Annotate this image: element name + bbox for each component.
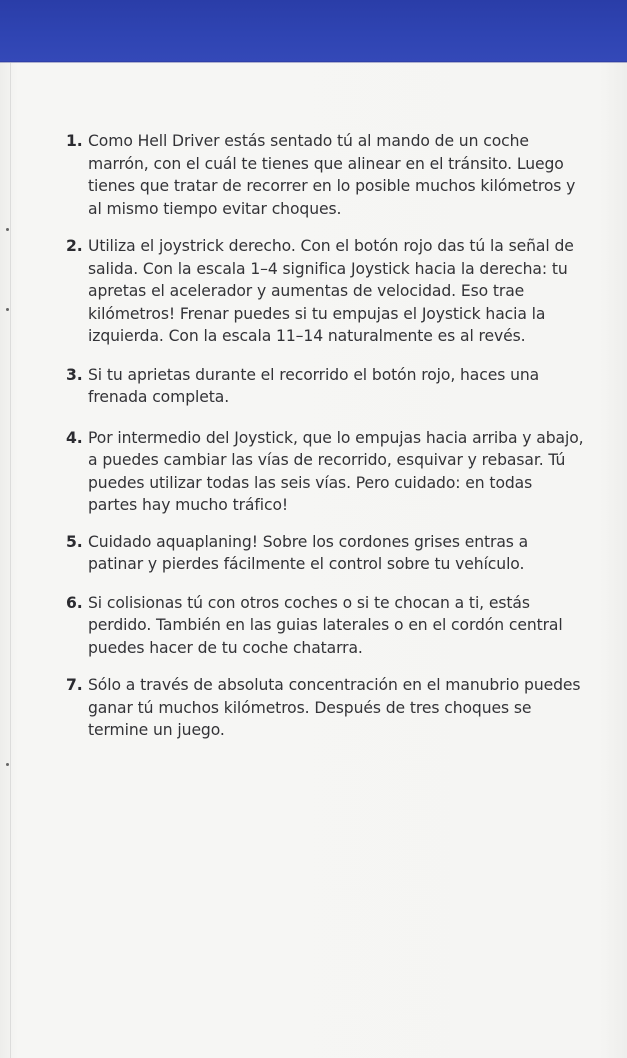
instruction-text: Cuidado aquaplaning! Sobre los cordones grises entras a patinar y pierdes fácilmente el control sobre tu vehículo. <box>88 532 529 573</box>
instruction-number: 6. <box>66 593 83 612</box>
instruction-text: Como Hell Driver estás sentado tú al mando de un coche marrón, con el cuál te tienes que alinear en el tránsito. Luego tienes que tratar de recorrer en lo posible muchos kilómetros y al mismo tiempo evitar choques. <box>88 132 576 218</box>
page-fold-line <box>10 62 11 1058</box>
instruction-text: Si tu aprietas durante el recorrido el botón rojo, haces una frenada completa. <box>88 365 540 406</box>
instruction-text: Utiliza el joystrick derecho. Con el botón rojo das tú la señal de salida. Con la escala 1–4 significa Joystick hacia la derecha: tu apretas el acelerador y aumentas de velocidad. Eso trae kilómetros! Frenar puedes si tu empujas el Joystick hacia la izquierda. Con la escala 11–14 naturalmente es al revés. <box>88 237 574 345</box>
instruction-text: Si colisionas tú con otros coches o si te chocan a ti, estás perdido. También en las guias laterales o en el cordón central puedes hacer de tu coche chatarra. <box>88 593 563 657</box>
margin-mark <box>6 228 9 231</box>
instruction-number: 2. <box>66 237 83 255</box>
margin-mark <box>6 763 9 766</box>
instruction-number: 7. <box>66 676 83 694</box>
instruction-item <box>66 427 586 517</box>
instruction-item <box>66 674 586 742</box>
instruction-number: 1. <box>66 132 83 150</box>
instruction-item <box>66 364 586 409</box>
instruction-list <box>66 130 586 742</box>
instruction-item <box>66 235 586 348</box>
instruction-number: 5. <box>66 532 83 551</box>
instruction-text: Por intermedio del Joystick, que lo empujas hacia arriba y abajo, a puedes cambiar las vías de recorrido, esquivar y rebasar. Tú puedes utilizar todas las seis vías. Pero cuidado: en todas partes hay mucho tráfico! <box>88 428 584 514</box>
instruction-item <box>66 130 586 220</box>
instruction-item <box>66 531 586 576</box>
instruction-text: Sólo a través de absoluta concentración en el manubrio puedes ganar tú muchos kilómetros. Después de tres choques se termine un juego. <box>88 676 581 739</box>
instruction-number: 3. <box>66 365 83 384</box>
instruction-number: 4. <box>66 428 83 447</box>
instruction-item <box>66 592 586 660</box>
margin-mark <box>6 308 9 311</box>
header-color-band <box>0 0 627 62</box>
